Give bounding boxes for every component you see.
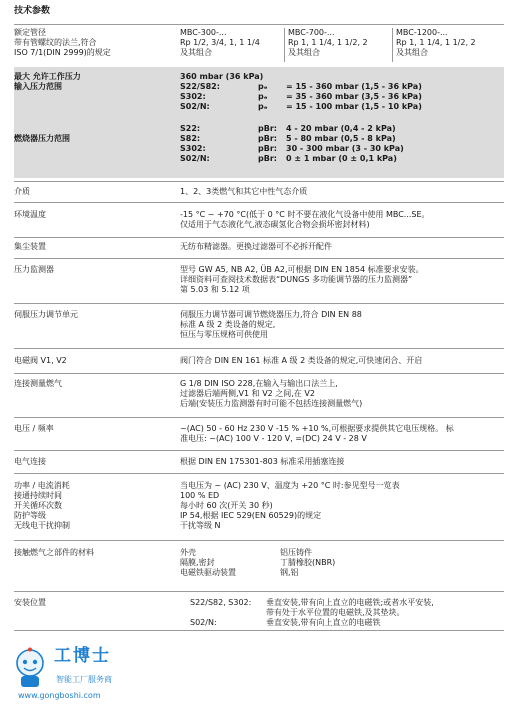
divider — [14, 24, 504, 25]
variant-key: S82: — [180, 134, 201, 143]
burner-range-row — [180, 124, 504, 134]
installation-value: 带有处于水平位置的电磁铁,及其垫块。 — [266, 608, 405, 617]
connection-label-line: ISO 7/1(DIN 2999)的规定 — [14, 48, 111, 57]
interference-suppression-label: 无线电干扰抑制 — [14, 521, 70, 530]
materials-row — [14, 548, 504, 580]
medium-value: 1、2、3类燃气和其它中性气态介质 — [180, 187, 308, 196]
filter-label: 集尘装置 — [14, 242, 46, 251]
pressure-block — [14, 72, 504, 176]
installation-item — [190, 598, 504, 608]
divider — [14, 303, 504, 304]
brand-url: www.gongboshi.com — [18, 691, 101, 700]
materials-label: 接触燃气之部件的材料 — [14, 548, 94, 557]
material-item — [180, 558, 504, 568]
connection-col-mbc700 — [288, 28, 392, 58]
switching-frequency-value: 每小时 60 次(开关 30 秒) — [180, 501, 273, 510]
value-line: 标准 A 级 2 类设备的规定, — [180, 320, 276, 329]
test-point-row — [14, 379, 504, 411]
input-range-table — [180, 82, 504, 112]
servo-regulator-label: 伺服压力调节单元 — [14, 310, 78, 319]
variant-key: S22: — [180, 124, 201, 133]
divider — [14, 202, 504, 203]
connection-row — [14, 28, 504, 64]
pressure-values — [180, 72, 504, 164]
value-line: G 1/8 DIN ISO 228,在输入与输出口法兰上, — [180, 379, 338, 388]
thread-size: Rp 1, 1 1/4, 1 1/2, 2 — [396, 38, 476, 47]
installation-item — [190, 608, 504, 618]
value-line: 过滤器后端两侧,V1 和 V2 之间,在 V2 — [180, 389, 315, 398]
mascot-icon — [10, 647, 50, 689]
installation-value: 垂直安装,带有向上直立的电磁铁;或者水平安装, — [266, 598, 434, 607]
burner-range-label: 燃烧器压力范围 — [14, 134, 70, 143]
divider — [14, 591, 504, 592]
pressure-labels — [14, 72, 174, 144]
connection-label-line: 带有管螺纹的法兰,符合 — [14, 38, 97, 47]
divider — [14, 630, 504, 631]
connection-label-line: 额定管径 — [14, 28, 46, 37]
solenoid-valve-row — [14, 356, 504, 368]
brand-tagline: 智能工厂服务商 — [56, 675, 112, 684]
variant-key: S302: — [180, 144, 206, 153]
electrical-connection-row — [14, 457, 504, 469]
ambient-temp-value — [180, 210, 504, 230]
value-line: 准电压: ~(AC) 100 V - 120 V, =(DC) 24 V - 28 V — [180, 434, 367, 443]
variant-key: S302: — [180, 92, 206, 101]
combo-note: 及其组合 — [180, 48, 212, 57]
column-separator — [284, 28, 285, 62]
value-line: 详细资料可查阅技术数据表“DUNGS 多功能调节器的压力监测器” — [180, 275, 413, 284]
watermark-logo — [10, 647, 160, 707]
material-part: 隔膜,密封 — [180, 558, 215, 567]
burner-range-row — [180, 134, 504, 144]
value-line: ~(AC) 50 - 60 Hz 230 V -15 % +10 %,可根据要求提供其它电压规格。 标 — [180, 424, 454, 433]
electrical-connection-value: 根据 DIN EN 175301-803 标准采用插塞连接 — [180, 457, 345, 466]
material-part: 电磁铁驱动装置 — [180, 568, 236, 577]
servo-regulator-value — [180, 310, 504, 340]
burner-range-table — [180, 124, 504, 164]
pressure-symbol: pₑ — [258, 82, 268, 91]
power-labels — [14, 481, 174, 531]
power-label: 功率 / 电流消耗 — [14, 481, 70, 490]
model-name: MBC-700-... — [288, 28, 335, 37]
brand-name: 工博士 — [54, 646, 111, 666]
filter-row — [14, 242, 504, 254]
variant-key: S02/N: — [180, 154, 210, 163]
divider — [14, 473, 504, 474]
value-line: 型号 GW A5, NB A2, ÜB A2,可根据 DIN EN 1854 标准要求安装。 — [180, 265, 424, 274]
material-value: 钢,铝 — [280, 568, 299, 577]
pressure-range: = 15 - 100 mbar (1,5 - 10 kPa) — [286, 102, 422, 111]
installation-label: 安装位置 — [14, 598, 46, 607]
input-range-row — [180, 102, 504, 112]
combo-note: 及其组合 — [396, 48, 428, 57]
burner-range-row — [180, 144, 504, 154]
divider — [14, 348, 504, 349]
thread-size: Rp 1/2, 3/4, 1, 1 1/4 — [180, 38, 260, 47]
thread-size: Rp 1, 1 1/4, 1 1/2, 2 — [288, 38, 368, 47]
test-point-value — [180, 379, 504, 409]
material-value: 铝压铸件 — [280, 548, 312, 557]
burner-range-row — [180, 154, 504, 164]
protection-class-label: 防护等级 — [14, 511, 46, 520]
material-item — [180, 548, 504, 558]
pressure-switch-label: 压力监测器 — [14, 265, 54, 274]
filter-value: 无纺布精滤器。更换过滤器可不必拆开配件 — [180, 242, 332, 251]
value-line: 第 5.03 和 5.12 项 — [180, 285, 250, 294]
input-range-row — [180, 92, 504, 102]
voltage-label: 电压 / 频率 — [14, 424, 54, 433]
voltage-row — [14, 424, 504, 446]
connection-col-mbc1200 — [396, 28, 500, 58]
divider — [14, 258, 504, 259]
pressure-switch-row — [14, 265, 504, 297]
pressure-symbol: pₑ — [258, 92, 268, 101]
voltage-value — [180, 424, 504, 444]
divider — [14, 237, 504, 238]
installation-value: 垂直安装,带有向上直立的电磁铁 — [266, 618, 381, 627]
material-part: 外壳 — [180, 548, 196, 557]
material-item — [180, 568, 504, 578]
model-name: MBC-300-... — [180, 28, 227, 37]
medium-row — [14, 187, 504, 199]
page-title: 技术参数 — [14, 6, 51, 16]
test-point-label: 连接测量燃气 — [14, 379, 62, 388]
max-pressure-value: 360 mbar (36 kPa) — [180, 72, 264, 81]
power-values — [180, 481, 504, 531]
divider — [14, 373, 504, 374]
pressure-range: = 35 - 360 mbar (3,5 - 36 kPa) — [286, 92, 422, 101]
power-row — [14, 481, 504, 533]
pressure-range: 4 - 20 mbar (0,4 - 2 kPa) — [286, 124, 396, 133]
interference-suppression-value: 干扰等级 N — [180, 521, 221, 530]
column-separator — [392, 28, 393, 62]
pressure-switch-value — [180, 265, 504, 295]
material-value: 丁腈橡胶(NBR) — [280, 558, 336, 567]
ambient-temp-label: 环境温度 — [14, 210, 46, 219]
solenoid-valve-value: 阀门符合 DIN EN 161 标准 A 级 2 类设备的规定,可快速闭合、开启 — [180, 356, 423, 365]
value-line: 恒压与零压规格可供使用 — [180, 330, 268, 339]
pressure-symbol: pₑ — [258, 102, 268, 111]
ambient-temp-row — [14, 210, 504, 232]
pressure-symbol: pBr: — [258, 144, 277, 153]
pressure-range: 0 ± 1 mbar (0 ± 0,1 kPa) — [286, 154, 397, 163]
model-name: MBC-1200-... — [396, 28, 448, 37]
value-line: -15 °C ~ +70 °C(低于 0 °C 时不要在液化气设备中使用 MBC...SE。 — [180, 210, 430, 219]
value-line: 后端(安装压力监测器有时可能不包括连接测量燃气) — [180, 399, 363, 408]
installation-item — [190, 618, 504, 628]
pressure-range: = 15 - 360 mbar (1,5 - 36 kPa) — [286, 82, 422, 91]
pressure-symbol: pBr: — [258, 124, 277, 133]
servo-regulator-row — [14, 310, 504, 342]
pressure-range: 30 - 300 mbar (3 - 30 kPa) — [286, 144, 404, 153]
variant-key: S02/N: — [190, 618, 217, 627]
divider — [14, 540, 504, 541]
variant-key: S22/S82, S302: — [190, 598, 252, 607]
duty-cycle-value: 100 % ED — [180, 491, 220, 500]
switching-frequency-label: 开关循环次数 — [14, 501, 62, 510]
connection-label — [14, 28, 174, 58]
value-line: 伺服压力调节器可调节燃烧器压力,符合 DIN EN 88 — [180, 310, 362, 319]
pressure-range: 5 - 80 mbar (0,5 - 8 kPa) — [286, 134, 396, 143]
input-range-row — [180, 82, 504, 92]
variant-key: S02/N: — [180, 102, 210, 111]
variant-key: S22/S82: — [180, 82, 220, 91]
installation-row — [14, 598, 504, 630]
value-line: 仅适用于气态液化气,液态碳氢化合物会损坏密封材料) — [180, 220, 370, 229]
pressure-symbol: pBr: — [258, 154, 277, 163]
protection-class-value: IP 54,根据 IEC 529(EN 60529)的规定 — [180, 511, 322, 520]
medium-label: 介质 — [14, 187, 30, 196]
electrical-connection-label: 电气连接 — [14, 457, 46, 466]
divider — [14, 181, 504, 182]
solenoid-valve-label: 电磁阀 V1, V2 — [14, 356, 67, 365]
max-pressure-label: 最大 允许工作压力 — [14, 72, 81, 81]
input-range-label: 输入压力范围 — [14, 82, 62, 91]
power-value: 当电压为 ~ (AC) 230 V、温度为 +20 °C 时:参见型号一览表 — [180, 481, 400, 490]
duty-cycle-label: 接通持续时间 — [14, 491, 62, 500]
pressure-symbol: pBr: — [258, 134, 277, 143]
connection-col-mbc300 — [180, 28, 284, 58]
combo-note: 及其组合 — [288, 48, 320, 57]
divider — [14, 417, 504, 418]
divider — [14, 450, 504, 451]
